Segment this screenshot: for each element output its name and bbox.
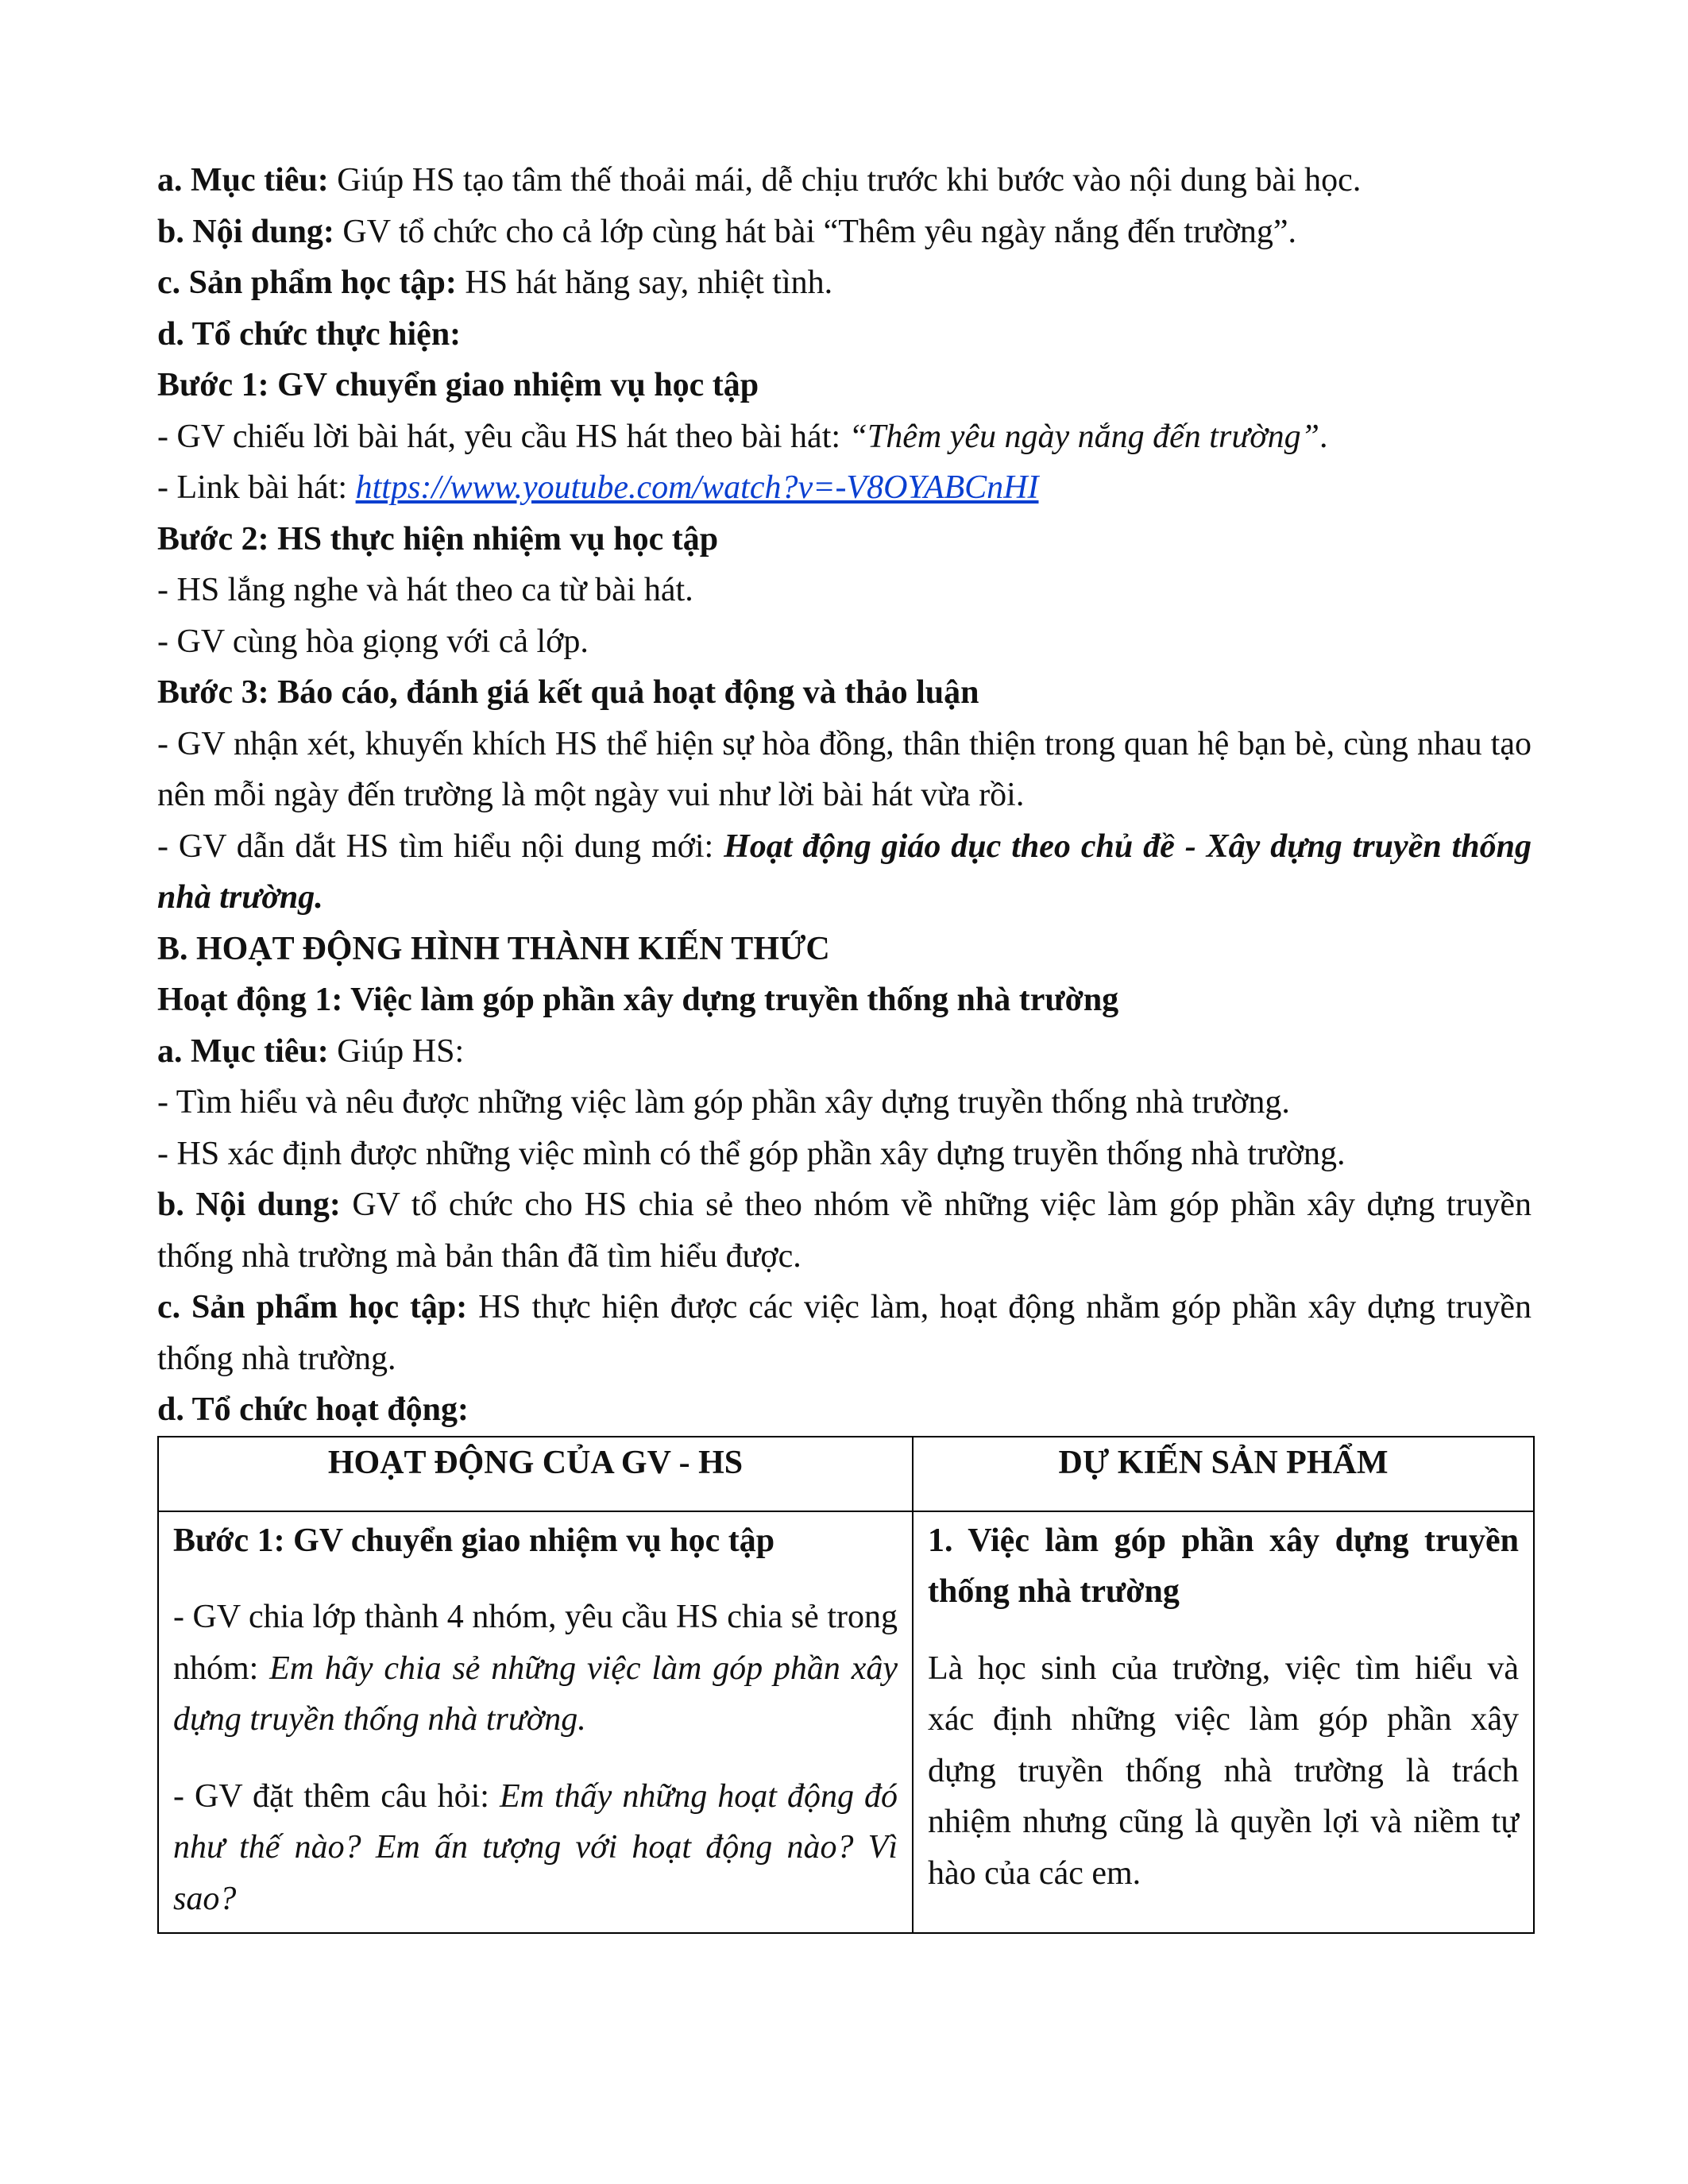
content2-label: b. Nội dung:: [157, 1187, 341, 1223]
objective2-item1: - Tìm hiểu và nêu được những việc làm góp phần xây dựng truyền thống nhà trường.: [157, 1084, 1290, 1121]
cell-p2-text: - GV đặt thêm câu hỏi:: [173, 1777, 500, 1815]
table-row: [158, 1511, 1534, 1934]
product-text: HS hát hăng say, nhiệt tình.: [456, 264, 833, 301]
cell-paragraph-2: [173, 1771, 898, 1925]
cell-step1-heading: Bước 1: GV chuyển giao nhiệm vụ học tập: [173, 1522, 775, 1559]
activity-table: [157, 1436, 1535, 1935]
table-header-row: [158, 1437, 1534, 1511]
song-link[interactable]: https://www.youtube.com/watch?v=-V8OYABCnHI: [355, 469, 1039, 506]
step3-line2: [157, 821, 1532, 924]
song-link-line: [157, 462, 1532, 514]
product-line: [157, 257, 1532, 309]
section-b-heading: B. HOẠT ĐỘNG HÌNH THÀNH KIẾN THỨC: [157, 930, 830, 967]
col1-header: HOẠT ĐỘNG CỦA GV - HS: [158, 1437, 913, 1511]
activity1-heading: Hoạt động 1: Việc làm góp phần xây dựng truyền thống nhà trường: [157, 982, 1119, 1018]
step3-heading: Bước 3: Báo cáo, đánh giá kết quả hoạt động và thảo luận: [157, 674, 979, 711]
product2-line: [157, 1282, 1532, 1384]
content-line: [157, 206, 1532, 258]
new-topic: Hoạt động giáo dục theo chủ đề - Xây dựng truyền thống nhà trường.: [157, 828, 1532, 916]
teacher-student-activity-cell: [158, 1511, 913, 1934]
cell-p1-italic: Em hãy chia sẻ những việc làm góp phần xây dựng truyền thống nhà trường.: [173, 1650, 898, 1738]
objective-label: a. Mục tiêu:: [157, 162, 329, 199]
step2-heading: Bước 2: HS thực hiện nhiệm vụ học tập: [157, 520, 719, 558]
song-link-label: - Link bài hát:: [157, 469, 356, 506]
cell-p2-italic: Em thấy những hoạt động đó như thế nào? Em ấn tượng với hoạt động nào? Vì sao?: [173, 1777, 898, 1917]
step1-heading: Bước 1: GV chuyển giao nhiệm vụ học tập: [157, 367, 759, 403]
step1-line: [157, 411, 1532, 463]
objective2-text: Giúp HS:: [328, 1032, 465, 1070]
product-title: 1. Việc làm góp phần xây dựng truyền thống nhà trường: [928, 1522, 1519, 1610]
content2-text: GV tổ chức cho HS chia sẻ theo nhóm về những việc làm góp phần xây dựng truyền thống nhà trường mà bản thân đã tìm hiểu được.: [157, 1187, 1532, 1275]
cell-p1-text: - GV chia lớp thành 4 nhóm, yêu cầu HS chia sẻ trong nhóm:: [173, 1599, 898, 1687]
product2-text: HS thực hiện được các việc làm, hoạt động nhằm góp phần xây dựng truyền thống nhà trường.: [157, 1289, 1532, 1377]
objective-text: Giúp HS tạo tâm thế thoải mái, dễ chịu trước khi bước vào nội dung bài học.: [328, 162, 1362, 199]
content-text: GV tổ chức cho cả lớp cùng hát bài “Thêm yêu ngày nắng đến trường”.: [334, 213, 1297, 250]
product-label: c. Sản phẩm học tập:: [157, 264, 457, 301]
step3-line1: - GV nhận xét, khuyến khích HS thể hiện sự hòa đồng, thân thiện trong quan hệ bạn bè, cùng nhau tạo nên mỗi ngày đến trường là một ngày vui như lời bài hát vừa rồi.: [157, 725, 1532, 813]
song-title: “Thêm yêu ngày nắng đến trường”: [848, 418, 1319, 455]
step2-line1: - HS lắng nghe và hát theo ca từ bài hát.: [157, 572, 693, 608]
product-body: Là học sinh của trường, việc tìm hiểu và xác định những việc làm góp phần xây dựng truyền thống nhà trường là trách nhiệm nhưng cũng là quyền lợi và niềm tự hào của các em.: [928, 1650, 1519, 1892]
step1-end: .: [1319, 418, 1328, 455]
step3-text: - GV dẫn dắt HS tìm hiểu nội dung mới:: [157, 828, 724, 865]
content-label: b. Nội dung:: [157, 213, 334, 250]
organization-heading: d. Tổ chức thực hiện:: [157, 315, 462, 353]
objective2-item2: - HS xác định được những việc mình có thể góp phần xây dựng truyền thống nhà trường.: [157, 1135, 1346, 1172]
objective2-line: [157, 1026, 1532, 1078]
product2-label: c. Sản phẩm học tập:: [157, 1289, 468, 1325]
objective-line: [157, 155, 1532, 206]
cell-paragraph-1: [173, 1592, 898, 1746]
objective2-label: a. Mục tiêu:: [157, 1032, 329, 1070]
document-page: [157, 155, 1532, 1934]
col2-header: DỰ KIẾN SẢN PHẨM: [913, 1437, 1534, 1511]
content2-line: [157, 1179, 1532, 1282]
step1-text: - GV chiếu lời bài hát, yêu cầu HS hát theo bài hát:: [157, 418, 849, 455]
organization2-heading: d. Tổ chức hoạt động:: [157, 1391, 469, 1428]
step2-line2: - GV cùng hòa giọng với cả lớp.: [157, 623, 589, 660]
expected-product-cell: [913, 1511, 1534, 1934]
